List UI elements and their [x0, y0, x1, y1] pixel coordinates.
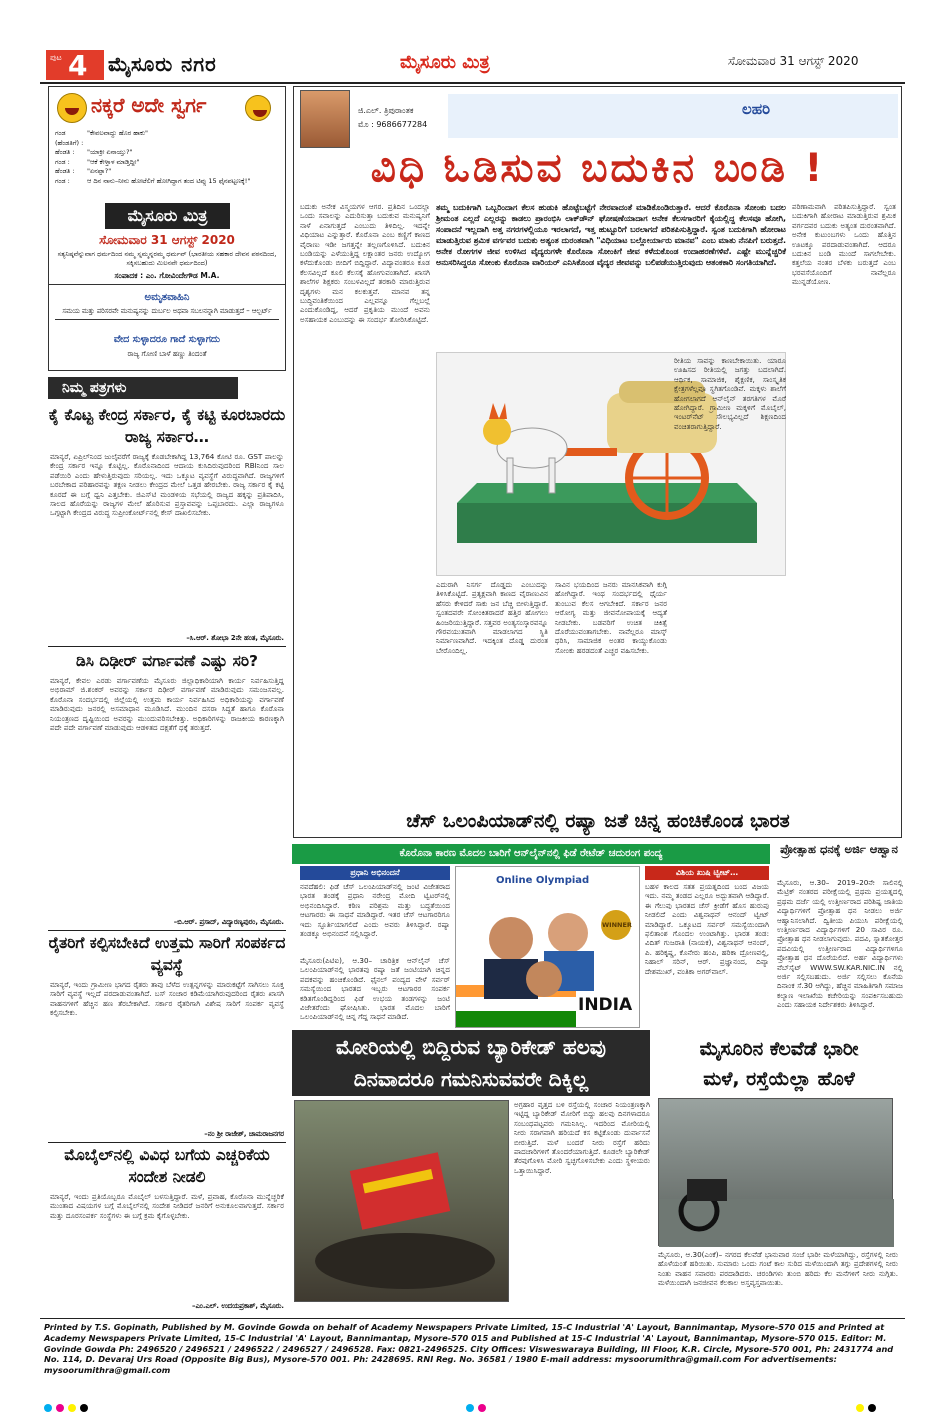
masthead-logo: ಮೈಸೂರು ಮಿತ್ರ — [400, 52, 490, 73]
registration-dot — [478, 1404, 486, 1412]
registration-dot — [44, 1404, 52, 1412]
olympiad-logo-text: Online Olympiad — [496, 875, 590, 886]
article-body: ರೀತಿಯ ಸಾವನ್ನು ಕಾಣಬೇಕಾಯಿತು. ಯಾರೂ ಊಹಿಸದ ರೀತಿಯಲ್ಲಿ ಜಗತ್ತು ಬದಲಾಗಿದೆ. ಆರ್ಥಿಕ, ಸಾಮಾಜಿಕ, ಶೈಕ್ಷಣಿಕ, ಸಾಂಸ್ಕೃತಿಕ ಕ್ಷೇತ್ರಗಳೆಲ್ಲವೂ ಸ್ಥಗಿತಗೊಂಡಿವೆ. ಮಕ್ಕಳು ಶಾಲೆಗೆ ಹೋಗಲಾಗದೆ ಆನ್‌ಲೈನ್ ತರಗತಿಗಳ ಮೊರೆ ಹೋಗಿದ್ದಾರೆ. ಗ್ರಾಮೀಣ ಮಕ್ಕಳಿಗೆ ಮೊಬೈಲ್, ಇಂಟರ್‌ನೆಟ್ ಸೌಲಭ್ಯವಿಲ್ಲದೆ ಶಿಕ್ಷಣದಿಂದ ವಂಚಿತರಾಗುತ್ತಿದ್ದಾರೆ. — [674, 356, 786, 431]
quote-text: ಸಮಯ ಮತ್ತು ಪರಿಸರವೇ ಮನುಷ್ಯನನ್ನು ದುರ್ಬಲ ಅಥವಾ ಸಬಲನನ್ನಾಗಿ ಮಾಡುತ್ತದೆ – ಆಲ್ಬರ್ಟ್ — [55, 307, 279, 320]
letter-body: ಮಾನ್ಯರೆ, ಇಂದು ಗ್ರಾಮೀಣ ಭಾಗದ ರೈತರು ತಾವು ಬೆಳೆದ ಉತ್ಪನ್ನಗಳನ್ನು ಮಾರುಕಟ್ಟೆಗೆ ಸಾಗಿಸಲು ಸೂಕ್ತ ಸಾರಿಗೆ ವ್ಯವಸ್ಥೆ ಇಲ್ಲದೆ ಪರದಾಡುವಂತಾಗಿದೆ. ಬಸ್ ಸಂಚಾರ ಕಡಿಮೆಯಾಗಿರುವುದರಿಂದ ರೈತರು ಖಾಸಗಿ ವಾಹನಗಳಿಗೆ ಹೆಚ್ಚಿನ ಹಣ ತೆರಬೇಕಾಗಿದೆ. ಸರ್ಕಾರ ರೈತರಿಗಾಗಿ ವಿಶೇಷ ಸಾರಿಗೆ ಸಂಪರ್ಕ ವ್ಯವಸ್ಥೆ ಕಲ್ಪಿಸಬೇಕು. — [50, 980, 284, 1018]
masthead-date: ಸೋಮವಾರ 31 ಆಗಸ್ಟ್ 2020 — [728, 54, 859, 68]
letter-body: ಮಾನ್ಯರೆ, ಕೇವಲ ಎರಡು ವರ್ಗಾವಣೆಯ ಮೈಸೂರು ಜಿಲ್ಲಾಧಿಕಾರಿಯಾಗಿ ಕಾರ್ಯ ನಿರ್ವಹಿಸುತ್ತಿದ್ದ ಅಭಿರಾಮ್ ಜಿ.ಶಂಕರ್ ಅವರನ್ನು ಸರ್ಕಾರ ದಿಢೀರ್ ವರ್ಗಾವಣೆ ಮಾಡಿರುವುದು ಸಮಂಜಸವಲ್ಲ. ಕೊರೊನಾ ಸಂದರ್ಭದಲ್ಲಿ ಜಿಲ್ಲೆಯಲ್ಲಿ ಉತ್ತಮ ಕಾರ್ಯ ನಿರ್ವಹಿಸಿದ ಅಧಿಕಾರಿಯನ್ನು ವರ್ಗಾವಣೆ ಮಾಡಿರುವುದು ಜನರಲ್ಲಿ ಅಸಮಾಧಾನ ಮೂಡಿಸಿದೆ. ಮುಂದಿನ ದಸರಾ ಸಿದ್ಧತೆ ಹಾಗೂ ಕೊರೊನಾ ನಿಯಂತ್ರಣದ ದೃಷ್ಟಿಯಿಂದ ಅವರನ್ನು ಮುಂದುವರಿಸಬೇಕಿತ್ತು. ಅಧಿಕಾರಿಗಳನ್ನು ರಾಜಕೀಯ ಕಾರಣಕ್ಕಾಗಿ ಪದೇ ಪದೇ ವರ್ಗಾವಣೆ ಮಾಡುವುದು ಆಡಳಿತದ ದಕ್ಷತೆಗೆ ಧಕ್ಕೆ ತರುತ್ತದೆ. — [50, 676, 284, 733]
divider — [48, 646, 286, 647]
laughing-face-icon — [245, 95, 271, 121]
registration-dot — [466, 1404, 474, 1412]
page-number-badge — [46, 50, 104, 80]
registration-dot — [68, 1404, 76, 1412]
paper-tagline: ಸತ್ಯನಿಷ್ಠವೆನ್ನುವಾಗ ಧರ್ಮದಿಂದ ನಮ್ಮ ಸ್ನಮ್ಮನ್ನರಮ್ಮ ಧರ್ಮವ್ (ಭಾರತೀಯ ಸಹಕಾರ ದೇವನ ಪಠನದಿಂದ, ಸಕ್ಕಿಸಬಹುದು ಮಿಲನವೇ ಧರ್ಮದಿಂದ) — [57, 250, 277, 267]
barricade-photo — [294, 1100, 509, 1302]
country-label: INDIA — [578, 995, 633, 1015]
joke-box — [48, 86, 286, 371]
scholarship-headline: ಪ್ರೋತ್ಸಾಹ ಧನಕ್ಕೆ ಅರ್ಜಿ ಆಹ್ವಾನ — [780, 842, 898, 856]
winner-medal-text: WINNER — [602, 921, 632, 929]
masthead-rule — [40, 82, 905, 84]
letter-headline: ಡಿಸಿ ದಿಢೀರ್ ವರ್ಗಾವಣೆ ಎಷ್ಟು ಸರಿ? — [75, 652, 259, 670]
rain-body: ಮೈಸೂರು, ಆ.30(ಎಂಕೆ)– ನಗರದ ಕೆಲವೆಡೆ ಭಾನುವಾರ ಸಂಜೆ ಭಾರೀ ಮಳೆಯಾಗಿದ್ದು, ರಸ್ತೆಗಳಲ್ಲಿ ನೀರು ಹೊಳೆಯಂತೆ ಹರಿಯಿತು. ಸುಮಾರು ಒಂದು ಗಂಟೆ ಕಾಲ ಸುರಿದ ಮಳೆಯಿಂದಾಗಿ ತಗ್ಗು ಪ್ರದೇಶಗಳಲ್ಲಿ ನೀರು ನಿಂತು ವಾಹನ ಸವಾರರು ಪರದಾಡಿದರು. ಚರಂಡಿಗಳು ತುಂಬಿ ಹರಿದು ಕೆಲ ಮನೆಗಳಿಗೆ ನೀರು ನುಗ್ಗಿತು. ಮಳೆಯಿಂದಾಗಿ ಜನಜೀವನ ಕೆಲಕಾಲ ಅಸ್ತವ್ಯಸ್ತವಾಯಿತು. — [658, 1250, 898, 1288]
page-number: 4 — [68, 49, 88, 82]
letter-signoff: –ನಂ ಶ್ರೀ ರಾಜೇಶ್, ಚಾಮರಾಜನಗರ — [204, 1130, 284, 1138]
editor-line: ಸಂಪಾದಕ : ಎಂ. ಗೋವಿಂದೇಗೌಡ M.A. — [49, 271, 285, 285]
rain-photo — [658, 1098, 893, 1246]
footer-rule — [40, 1318, 905, 1319]
letter-signoff: –ಎಂ.ಎಲ್. ಉದಯಪ್ರಕಾಶ್, ಮೈಸೂರು. — [192, 1302, 284, 1310]
joke-dialogue: ಗಂಡ (ಹೆಂಡತಿಗೆ) : "ಕೇವಲವಾದ್ದು ಹೊರ ಹಾಕು" ಹೆಂಡತಿ : "ಯಾಕ್ರೀ ಏನಾಯ್ತು?" ಗಂಡ : "ಆಕೆ ಕೇಳ್ತಾಳ ಮಾಡ್ತಿದ್ದೀ" ಹೆಂಡತಿ : "ಏನಪ್ಪಾ?" ಗಂಡ : ಆ ದಿನ ನಾನು–ನೀನು ಹೋಟೆಲಿಗೆ ಹೋಗಿದ್ದಾಗ ತಂದ ಟಿಪ್ಸು 15 ಫೈನಪಟ್ಟಣಕ್ಕೆ!" — [55, 129, 251, 185]
author-name: ಜಿ.ಎಲ್. ತ್ರಿಪುರಾಂತಕ — [358, 106, 414, 115]
column-banner — [448, 94, 898, 138]
letter-headline: ಮೊಬೈಲ್‌ನಲ್ಲಿ ವಿವಿಧ ಬಗೆಯ ಎಚ್ಚರಿಕೆಯ ಸಂದೇಶ ನೀಡಲಿ — [64, 1146, 270, 1186]
section-title: ಮೈಸೂರು ನಗರ — [108, 52, 217, 76]
column-headline: ವಿಧಿ ಓಡಿಸುವ ಬದುಕಿನ ಬಂಡಿ ! — [370, 146, 826, 191]
pm-greeting-label: ಪ್ರಧಾನಿ ಅಭಿನಂದನೆ — [300, 866, 450, 880]
letter-signoff: –ಬಿ.ಆರ್. ಪ್ರಸಾದ್, ವಿದ್ಯಾರಣ್ಯಪುರಂ, ಮೈಸೂರು. — [173, 918, 284, 926]
article-body: ಎದುರಾಗಿ ನಿಸರ್ಗ ದೊಡ್ಡದು ಎಂಬುದನ್ನು ತಿಳಿಸಿಕೊಟ್ಟಿದೆ. ಪ್ರತ್ಯಕ್ಷವಾಗಿ ಕಾಣದ ವೈರಾಣುವಿನ ಹೆಸರು ಕೇಳಿದರೆ ಸಾಕು ಜನ ಬೆಚ್ಚಿ ಬೀಳುತ್ತಿದ್ದಾರೆ. ಸ್ವಂತದವರೇ ಸೋಂಕಿತರಾದರೆ ಹತ್ತಿರ ಹೋಗಲು ಹಿಂಜರಿಯುತ್ತಿದ್ದಾರೆ. ಸತ್ತವರ ಅಂತ್ಯಸಂಸ್ಕಾರವನ್ನೂ ಗೌರವಯುತವಾಗಿ ಮಾಡಲಾಗದ ಸ್ಥಿತಿ ನಿರ್ಮಾಣವಾಗಿದೆ. ಇದಕ್ಕಿಂತ ದೊಡ್ಡ ದುರಂತ ಬೇರೊಂದಿಲ್ಲ. — [436, 580, 548, 655]
registration-dot — [80, 1404, 88, 1412]
chess-article-body: ಮೈಸೂರು(ಪಿಟಿಐ), ಆ.30– ಚಾರಿತ್ರಿಕ ಆನ್‌ಲೈನ್ ಚೆಸ್ ಒಲಂಪಿಯಾಡ್‌ನಲ್ಲಿ ಭಾರತವು ರಷ್ಯಾ ಜತೆ ಜಂಟಿಯಾಗಿ ಚಿನ್ನದ ಪದಕವನ್ನು ಹಂಚಿಕೊಂಡಿದೆ. ಫೈನಲ್ ಪಂದ್ಯದ ವೇಳೆ ಸರ್ವರ್ ಸಮಸ್ಯೆಯಿಂದ ಭಾರತದ ಇಬ್ಬರು ಆಟಗಾರರ ಸಂಪರ್ಕ ಕಡಿತಗೊಂಡಿದ್ದರಿಂದ ಫಿಡೆ ಉಭಯ ತಂಡಗಳನ್ನು ಜಂಟಿ ವಿಜೇತರೆಂದು ಘೋಷಿಸಿತು. ಭಾರತ ಮೊದಲ ಬಾರಿಗೆ ಒಲಂಪಿಯಾಡ್‌ನಲ್ಲಿ ಚಿನ್ನ ಗೆದ್ದ ಸಾಧನೆ ಮಾಡಿದೆ. — [300, 956, 450, 1022]
proverb-heading: ವೇದ ಸುಳ್ಳಾದರೂ ಗಾದೆ ಸುಳ್ಳಾಗದು — [113, 334, 221, 345]
proverb-text: ರಾಜ್ಯ ಗೋಣಿ ಬಾಳೆ ಹಣ್ಣು ತಿಂದಂತೆ — [127, 350, 207, 358]
divider — [48, 1142, 286, 1143]
pm-greeting-text: ನವದೆಹಲಿ: ಫಿಡೆ ಚೆಸ್ ಒಲಂಪಿಯಾಡ್‌ನಲ್ಲಿ ಜಂಟಿ ವಿಜೇತರಾದ ಭಾರತ ತಂಡಕ್ಕೆ ಪ್ರಧಾನಿ ನರೇಂದ್ರ ಮೋದಿ ಟ್ವಿಟರ್‌ನಲ್ಲಿ ಅಭಿನಂದಿಸಿದ್ದಾರೆ. ಕಠಿಣ ಪರಿಶ್ರಮ ಮತ್ತು ಬದ್ಧತೆಯಿಂದ ಆಟಗಾರರು ಈ ಸಾಧನೆ ಮಾಡಿದ್ದಾರೆ. ಇತರ ಚೆಸ್ ಆಟಗಾರರಿಗೂ ಇದು ಸ್ಫೂರ್ತಿಯಾಗಲಿದೆ ಎಂದು ಅವರು ತಿಳಿಸಿದ್ದಾರೆ. ರಷ್ಯಾ ತಂಡಕ್ಕೂ ಅಭಿನಂದನೆ ಸಲ್ಲಿಸಿದ್ದಾರೆ. — [300, 882, 450, 939]
rain-headline: ಮೈಸೂರಿನ ಕೆಲವೆಡೆ ಭಾರೀ ಮಳೆ, ರಸ್ತೆಯೆಲ್ಲಾ ಹೊಳೆ — [699, 1038, 859, 1090]
letter-body: ಮಾನ್ಯರೆ, ಏಪ್ರಿಲ್‌ನಿಂದ ಜುಲೈವರೆಗೆ ರಾಜ್ಯಕ್ಕೆ ಕೊಡಬೇಕಾಗಿದ್ದ 13,764 ಕೋಟಿ ರೂ. GST ಪಾಲನ್ನು ಕೇಂದ್ರ ಸರ್ಕಾರ ಇನ್ನೂ ಕೊಟ್ಟಿಲ್ಲ. ಕೊರೊನಾದಿಂದ ಆದಾಯ ಕುಸಿದಿರುವುದರಿಂದ RBIನಿಂದ ಸಾಲ ಪಡೆಯಿರಿ ಎಂದು ಹೇಳುತ್ತಿರುವುದು ಸರಿಯಲ್ಲ. ಇದು ಒಕ್ಕೂಟ ವ್ಯವಸ್ಥೆಗೆ ವಿರುದ್ಧವಾಗಿದೆ. ರಾಜ್ಯಗಳಿಗೆ ಬರಬೇಕಾದ ಪರಿಹಾರವನ್ನು ತಕ್ಷಣ ನೀಡಲು ಕೇಂದ್ರದ ಮೇಲೆ ಒತ್ತಡ ಹೇರಬೇಕು. ರಾಜ್ಯ ಸರ್ಕಾರ ಕೈ ಕಟ್ಟಿ ಕೂರದೆ ಈ ಬಗ್ಗೆ ಧ್ವನಿ ಎತ್ತಬೇಕು. ಜಿಎಸ್‌ಟಿ ಮಂಡಳಿಯ ಸಭೆಯಲ್ಲಿ ರಾಜ್ಯದ ಹಕ್ಕನ್ನು ಪ್ರತಿಪಾದಿಸಿ, ಸಾಲದ ಹೊರೆಯನ್ನು ರಾಜ್ಯಗಳ ಮೇಲೆ ಹೊರಿಸುವ ಪ್ರಸ್ತಾವವನ್ನು ಒಪ್ಪಬಾರದು. ಎಲ್ಲಾ ರಾಜ್ಯಗಳೂ ಒಗ್ಗಟ್ಟಾಗಿ ಕೇಂದ್ರದ ವಿರುದ್ಧ ಸುಪ್ರೀಂಕೋರ್ಟ್‌ನಲ್ಲಿ ಕೇಸ್ ದಾಖಲಿಸಬೇಕು. — [50, 452, 284, 518]
chess-team-photo — [455, 866, 640, 1028]
letter-headline: ರೈತರಿಗೆ ಕಲ್ಪಿಸಬೇಕಿದೆ ಉತ್ತಮ ಸಾರಿಗೆ ಸಂಪರ್ಕದ ವ್ಯವಸ್ಥೆ — [48, 934, 286, 974]
author-mobile: ಮೊ : 9686677284 — [358, 120, 428, 129]
chess-subheadline: ಕೊರೊನಾ ಕಾರಣ ಮೊದಲ ಬಾರಿಗೆ ಆನ್‌ಲೈನ್‌ನಲ್ಲಿ ಫಿಡೆ ರೇಟೆಡ್ ಚದುರಂಗ ಪಂದ್ಯ — [292, 844, 770, 864]
registration-dot — [868, 1404, 876, 1412]
page-label: ಪುಟ — [50, 53, 62, 62]
tweet-text: ಬಹಳ ಕಾಲದ ಸತತ ಪ್ರಯತ್ನದಿಂದ ಬಂದ ವಿಜಯ ಇದು. ನಮ್ಮ ತಂಡದ ಎಲ್ಲರೂ ಅದ್ಭುತವಾಗಿ ಆಡಿದ್ದಾರೆ. ಈ ಗೆಲುವು ಭಾರತದ ಚೆಸ್ ಕ್ರೀಡೆಗೆ ಹೊಸ ಹುರುಪು ನೀಡಲಿದೆ ಎಂದು ವಿಶ್ವನಾಥನ್ ಆನಂದ್ ಟ್ವೀಟ್ ಮಾಡಿದ್ದಾರೆ. ಒಕ್ಕೂಟದ ಸರ್ವರ್ ಸಮಸ್ಯೆಯಿಂದಾಗಿ ಫಲಿತಾಂಶ ಗೊಂದಲ ಉಂಟಾಗಿತ್ತು. ಭಾರತ ತಂಡ: ವಿದಿತ್ ಗುಜರಾತಿ (ನಾಯಕ), ವಿಶ್ವನಾಥನ್ ಆನಂದ್, ಪಿ. ಹರಿಕೃಷ್ಣ, ಕೊನೇರು ಹಂಪಿ, ಹರಿಕಾ ದ್ರೋಣವಲ್ಲಿ, ನಿಹಾಲ್ ಸರಿನ್, ಆರ್. ಪ್ರಜ್ಞಾನಂದ, ದಿವ್ಯಾ ದೇಶಮುಖ್, ವಂತಿಕಾ ಅಗರ್‌ವಾಲ್. — [645, 882, 769, 976]
letter-body: ಮಾನ್ಯರೆ, ಇಂದು ಪ್ರತಿಯೊಬ್ಬರೂ ಮೊಬೈಲ್ ಬಳಸುತ್ತಿದ್ದಾರೆ. ಮಳೆ, ಪ್ರವಾಹ, ಕೊರೊನಾ ಮುನ್ನೆಚ್ಚರಿಕೆ ಮುಂತಾದ ವಿಷಯಗಳ ಬಗ್ಗೆ ಮೊಬೈಲ್‌ನಲ್ಲಿ ಸಂದೇಶ ನೀಡಿದರೆ ಜನರಿಗೆ ಅನುಕೂಲವಾಗುತ್ತದೆ. ಸರ್ಕಾರ ಮತ್ತು ದೂರಸಂಪರ್ಕ ಸಂಸ್ಥೆಗಳು ಈ ಬಗ್ಗೆ ಕ್ರಮ ಕೈಗೊಳ್ಳಬೇಕು. — [50, 1192, 284, 1220]
divider — [48, 930, 286, 931]
letter-signoff: –ಸಿ.ಆರ್. ಶೋಭಾ 2ನೇ ಹಂತ, ಮೈಸೂರು. — [186, 634, 284, 642]
barricade-headline: ಮೋರಿಯಲ್ಲಿ ಬಿದ್ದಿರುವ ಬ್ಯಾರಿಕೇಡ್ ಹಲವು ದಿನವಾದರೂ ಗಮನಿಸುವವರೇ ದಿಕ್ಕಿಲ್ಲ — [292, 1030, 650, 1096]
article-body: ಬದುಕು ಅನೇಕ ವಿಸ್ಮಯಗಳ ಆಗರ. ಪ್ರತಿದಿನ ಒಂದಲ್ಲಾ ಒಂದು ಸವಾಲನ್ನು ಎದುರಿಸುತ್ತಾ ಬದುಕುವ ಮನುಷ್ಯನಿಗೆ ನಾಳೆ ಏನಾಗುತ್ತದೆ ಎಂಬುದು ತಿಳಿದಿಲ್ಲ. ಇದನ್ನೇ ವಿಧಿಯಾಟ ಎನ್ನುತ್ತಾರೆ. ಕೊರೊನಾ ಎಂಬ ಕಣ್ಣಿಗೆ ಕಾಣದ ವೈರಾಣು ಇಡೀ ಜಗತ್ತನ್ನೇ ತಲ್ಲಣಗೊಳಿಸಿದೆ. ಬದುಕಿನ ಬಂಡಿಯನ್ನು ಎಳೆಯುತ್ತಿದ್ದ ಲಕ್ಷಾಂತರ ಜನರು ಉದ್ಯೋಗ ಕಳೆದುಕೊಂಡು ಬೀದಿಗೆ ಬಿದ್ದಿದ್ದಾರೆ. ವಿದ್ಯಾವಂತರೂ ಕೂಡ ಕೆಲಸವಿಲ್ಲದೆ ಕೂಲಿ ಕೆಲಸಕ್ಕೆ ಹೋಗುವಂತಾಗಿದೆ. ಖಾಸಗಿ ಶಾಲೆಗಳ ಶಿಕ್ಷಕರು ಸಂಬಳವಿಲ್ಲದೆ ತರಕಾರಿ ಮಾರುತ್ತಿರುವ ದೃಶ್ಯಗಳು ಮನ ಕಲಕುತ್ತವೆ. ಮಾನವ ತನ್ನ ಬುದ್ಧಿವಂತಿಕೆಯಿಂದ ಎಲ್ಲವನ್ನೂ ಗೆಲ್ಲಬಲ್ಲೆ ಎಂದುಕೊಂಡಿದ್ದ, ಆದರೆ ಪ್ರಕೃತಿಯ ಮುಂದೆ ಅವನು ಅಸಹಾಯಕ ಎಂಬುದನ್ನು ಈ ಸಂದರ್ಭ ತೋರಿಸಿಕೊಟ್ಟಿದೆ. — [300, 202, 430, 324]
quote-heading: ಅಮೃತವಾಹಿನಿ — [144, 292, 190, 303]
scholarship-body: ಮೈಸೂರು, ಆ.30– 2019–20ನೇ ಸಾಲಿನಲ್ಲಿ ಮೆಟ್ರಿಕ್ ನಂತರದ ಪರೀಕ್ಷೆಯಲ್ಲಿ ಪ್ರಥಮ ಪ್ರಯತ್ನದಲ್ಲಿ ಪ್ರಥಮ ದರ್ಜೆ ಯಲ್ಲಿ ಉತ್ತೀರ್ಣರಾದ ಪರಿಶಿಷ್ಟ ಜಾತಿಯ ವಿದ್ಯಾರ್ಥಿಗಳಿಗೆ ಪ್ರೋತ್ಸಾಹ ಧನ ನೀಡಲು ಅರ್ಜಿ ಆಹ್ವಾನಿಸಲಾಗಿದೆ. ದ್ವಿತೀಯ ಪಿಯುಸಿ ಪರೀಕ್ಷೆಯಲ್ಲಿ ಉತ್ತೀರ್ಣರಾದ ವಿದ್ಯಾರ್ಥಿಗಳಿಗೆ 20 ಸಾವಿರ ರೂ. ಪ್ರೋತ್ಸಾಹ ಧನ ನೀಡಲಾಗುವುದು. ಪದವಿ, ಸ್ನಾತಕೋತ್ತರ ಪದವಿಯಲ್ಲಿ ಉತ್ತೀರ್ಣರಾದ ವಿದ್ಯಾರ್ಥಿಗಳಿಗೂ ಪ್ರೋತ್ಸಾಹ ಧನ ದೊರೆಯಲಿದೆ. ಅರ್ಹ ವಿದ್ಯಾರ್ಥಿಗಳು ವೆಬ್‌ಸೈಟ್ WWW.SW.KAR.NIC.IN ನಲ್ಲಿ ಅರ್ಜಿ ಸಲ್ಲಿಸಬಹುದು. ಅರ್ಜಿ ಸಲ್ಲಿಸಲು ಕೊನೆಯ ದಿನಾಂಕ ಸೆ.30 ಆಗಿದ್ದು, ಹೆಚ್ಚಿನ ಮಾಹಿತಿಗಾಗಿ ಸಮಾಜ ಕಲ್ಯಾಣ ಇಲಾಖೆಯ ಕಚೇರಿಯನ್ನು ಸಂಪರ್ಕಿಸಬಹುದು ಎಂದು ಸಹಾಯಕ ನಿರ್ದೇಶಕರು ತಿಳಿಸಿದ್ದಾರೆ. — [777, 878, 903, 1010]
chess-headline: ಚೆಸ್ ಒಲಂಪಿಯಾಡ್‌ನಲ್ಲಿ ರಷ್ಯಾ ಜತೆ ಚಿನ್ನ ಹಂಚಿಕೊಂಡ ಭಾರತ — [406, 810, 790, 832]
registration-dot — [56, 1404, 64, 1412]
barricade-body: ಅಗ್ರಹಾರ ವೃತ್ತದ ಬಳಿ ರಸ್ತೆಯಲ್ಲಿ ಸಂಚಾರ ನಿಯಂತ್ರಣಕ್ಕಾಗಿ ಇಟ್ಟಿದ್ದ ಬ್ಯಾರಿಕೇಡ್ ಮೋರಿಗೆ ಬಿದ್ದು ಹಲವು ದಿನಗಳಾದರೂ ಸಂಬಂಧಪಟ್ಟವರು ಗಮನಿಸಿಲ್ಲ. ಇದರಿಂದ ಮೋರಿಯಲ್ಲಿ ನೀರು ಸರಾಗವಾಗಿ ಹರಿಯದೆ ಕಸ ಕಟ್ಟಿಕೊಂಡು ದುರ್ವಾಸನೆ ಬೀರುತ್ತಿದೆ. ಮಳೆ ಬಂದರೆ ನೀರು ರಸ್ತೆಗೆ ಹರಿದು ಪಾದಚಾರಿಗಳಿಗೆ ತೊಂದರೆಯಾಗುತ್ತಿದೆ. ಕೂಡಲೇ ಬ್ಯಾರಿಕೇಡ್ ತೆರವುಗೊಳಿಸಿ ಮೋರಿ ಸ್ವಚ್ಛಗೊಳಿಸಬೇಕು ಎಂದು ಸ್ಥಳೀಯರು ಒತ್ತಾಯಿಸಿದ್ದಾರೆ. — [514, 1100, 650, 1175]
imprint-footer: Printed by T.S. Gopinath, Published by M. Govinde Gowda on behalf of Academy Newspapers Private Limited, 15-C Industrial 'A' Layout, Bannimantap, Mysore-570 015 and Printed at Academy Newspapers Private Limited, 15-C Industrial 'A' Layout, Bannimantap, Mysore-570 015 and Published at 15-C Industrial 'A' Layout, Bannimantap, Mysore-570 015. Editor: M. Govinde Gowda Ph: 2496520 / 2496521 / 2496522 / 2496527 / 2496528. Fax: 0821-2496525. City Offices: Visweswaraya Building, III Floor, K.R. Circle, Mysore-570 001, Ph: 2431774 and No. 114, D. Devaraj Urs Road (Opposite Big Bus), Mysore-570 001. Ph: 2428695. RNI Reg. No. 36581 / 1980 E-mail address: mysoorumithra@gmail.com For advertisements: mysoorumithra@gmail.com — [44, 1322, 894, 1376]
joke-box-title: ನಕ್ಕರೆ ಅದೇ ಸ್ವರ್ಗ — [91, 93, 207, 117]
article-body: ಸಾವಿನ ಭಯದಿಂದ ಜನರು ಮಾನಸಿಕವಾಗಿ ಕುಗ್ಗಿ ಹೋಗಿದ್ದಾರೆ. ಇಂಥ ಸಂದರ್ಭದಲ್ಲಿ ಧೈರ್ಯ ತುಂಬುವ ಕೆಲಸ ಆಗಬೇಕಿದೆ. ಸರ್ಕಾರ ಜನರ ಆರೋಗ್ಯ ಮತ್ತು ಜೀವನೋಪಾಯಕ್ಕೆ ಆದ್ಯತೆ ನೀಡಬೇಕು. ಬಡವರಿಗೆ ಉಚಿತ ಚಿಕಿತ್ಸೆ ದೊರೆಯುವಂತಾಗಬೇಕು. ನಾವೆಲ್ಲರೂ ಮಾಸ್ಕ್ ಧರಿಸಿ, ಸಾಮಾಜಿಕ ಅಂತರ ಕಾಯ್ದುಕೊಂಡು ಸೋಂಕು ಹರಡದಂತೆ ಎಚ್ಚರ ವಹಿಸಬೇಕು. — [555, 580, 667, 655]
letters-section-tab: ನಿಮ್ಮ ಪತ್ರಗಳು — [48, 377, 238, 399]
column-series-name: ಲಹರಿ — [742, 100, 771, 118]
registration-dot — [856, 1404, 864, 1412]
author-photo — [300, 90, 350, 148]
article-body: ಪರಿಣಾಮವಾಗಿ ಪರಿತಪಿಸುತ್ತಿದ್ದಾರೆ. ಸ್ವಂತ ಬದುಕಿಗಾಗಿ ಹೋರಾಟ ಮಾಡುತ್ತಿರುವ ಶ್ರಮಿಕ ವರ್ಗದವರ ಬದುಕು ಅತ್ಯಂತ ದುರಂತವಾಗಿದೆ. ಅನೇಕ ಕುಟುಂಬಗಳು ಒಂದು ಹೊತ್ತಿನ ಊಟಕ್ಕೂ ಪರದಾಡುವಂತಾಗಿದೆ. ಆದರೂ ಬದುಕಿನ ಬಂಡಿ ಮುಂದೆ ಸಾಗಲೇಬೇಕು. ಕತ್ತಲೆಯ ನಂತರ ಬೆಳಕು ಬರುತ್ತದೆ ಎಂಬ ಭರವಸೆಯೊಂದಿಗೆ ನಾವೆಲ್ಲರೂ ಮುನ್ನಡೆಯೋಣ. — [792, 202, 896, 287]
issue-date: ಸೋಮವಾರ 31 ಆಗಸ್ಟ್ 2020 — [99, 233, 235, 247]
paper-logo: ಮೈಸೂರು ಮಿತ್ರ — [105, 203, 230, 229]
tweet-label: ವಿಶಿಯ ಖುಷಿ ಟ್ವೀಟ್… — [645, 866, 769, 880]
article-intro: ತಮ್ಮ ಬದುಕಿಗಾಗಿ ಒಬ್ಬರಿಂದಾಗ ಕೆಲಸ ಹುಡುಕಿ ಹೊಟ್ಟೆಬಟ್ಟೆಗೆ ನೇರವಾದಂತೆ ಮಾಡಿಕೊಂಡಿರುತ್ತಾರೆ. ಆದರೆ ಕೊರೊನಾ ಸೋಂಕು ಬದಲ ಶ್ರೀಮಂತ ಎಲ್ಲದೆ ಎಲ್ಲರನ್ನು ಕಾಡಲು ಪ್ರಾರಂಭಿಸಿ ಲಾಕ್‌ಡೌನ್ ಘೋಷಣೆಯಾದಾಗ ಅನೇಕ ಕೆಲಸಗಾರರಿಗೆ ಕೈಯಲ್ಲಿದ್ದ ಕೆಲಸವೂ ಹೋಗಿ, ಸಂಪಾದನೆ ಇಲ್ಲದಾಗಿ ಅತ್ತ ನಗರಗಳಲ್ಲಿಯೂ ಇರಲಾಗದೆ, ಇತ್ತ ಹುಟ್ಟೂರಿಗೆ ಬರಲಾಗದೆ ಪರಿತಪಿಸುತ್ತಿದ್ದಾರೆ. ಸ್ವಂತ ಬದುಕಿಗಾಗಿ ಹೋರಾಟ ಮಾಡುತ್ತಿರುವ ಶ್ರಮಿಕ ವರ್ಗವರ ಬದುಕು ಅತ್ಯಂತ ದುರಂತವಾಗಿ "ವಿಧಿಯಾಟ ಬಲ್ಲೋರ್ಯಾರು ಮಾನವ" ಎಂಬ ಮಾತು ನೆನಪಿಗೆ ಬರುತ್ತದೆ. ಅನೇಕ ರೋಗಗಳ ಜೀವ ಉಳಿಸಿದ ವೈದ್ಯರುಗಳೇ ಕೊರೊನಾ ಸೋಂಕಿಗೆ ಜೀವ ಕಳೆದುಕೊಂಡ ಉದಾಹರಣೆಗಳಿವೆ. ಎಷ್ಟೇ ಮುನ್ನೆಚ್ಚರಿಕೆ ಅನುಸರಿಸಿದ್ದರೂ ಸೋಂಕು ಕೊರೊನಾ ವಾರಿಯರ್ ಎನಿಸಿಕೊಂಡ ವೈದ್ಯರ ಜೀವವನ್ನು ಬಲಿಪಡೆಯುತ್ತಿರುವುದು ಆತಂಕಕಾರಿ ಸಂಗತಿಯಾಗಿದೆ. — [436, 203, 786, 267]
letter-headline: ಕೈ ಕೊಟ್ಟ ಕೇಂದ್ರ ಸರ್ಕಾರ, ಕೈ ಕಟ್ಟಿ ಕೂರಬಾರದು ರಾಜ್ಯ ಸರ್ಕಾರ… — [48, 406, 286, 446]
laughing-face-icon — [57, 93, 87, 123]
